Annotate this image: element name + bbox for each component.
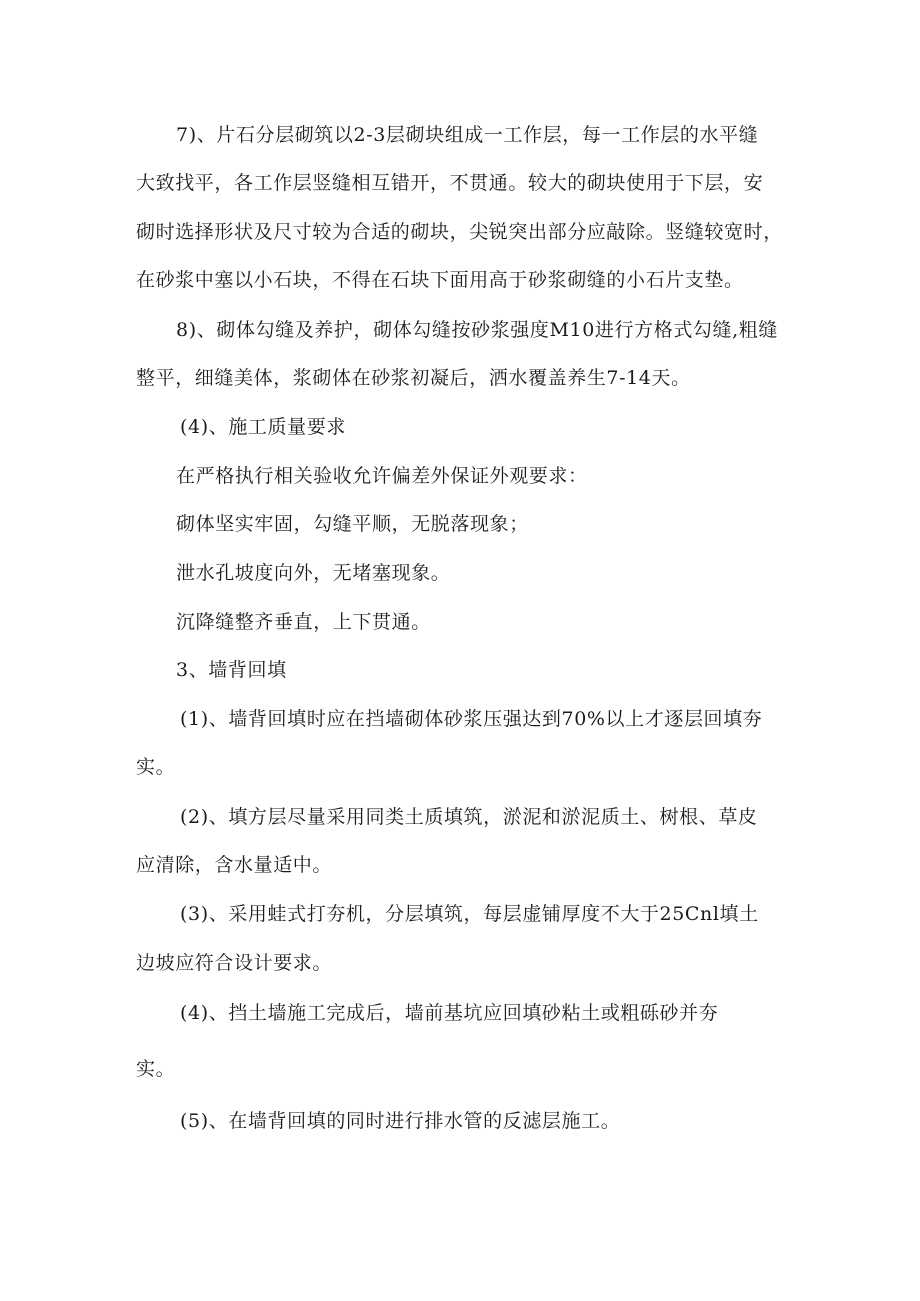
section-heading-quality: (4)、施工质量要求 — [180, 416, 346, 438]
paragraph-8-line-1: 8)、砌体勾缝及养护，砌体勾缝按砂浆强度M10进行方格式勾缝,粗缝 — [176, 319, 778, 341]
paragraph-8-line-2: 整平，细缝美体，浆砌体在砂浆初凝后，洒水覆盖养生7-14天。 — [136, 367, 691, 389]
backfill-item-5: (5)、在墙背回填的同时进行排水管的反滤层施工。 — [180, 1110, 621, 1132]
backfill-item-4-line-2: 实。 — [136, 1058, 176, 1080]
paragraph-7-line-4: 在砂浆中塞以小石块，不得在石块下面用高于砂浆砌缝的小石片支垫。 — [136, 269, 744, 291]
paragraph-7-line-2: 大致找平，各工作层竖缝相互错开，不贯通。较大的砌块使用于下层，安 — [136, 172, 764, 194]
quality-item-masonry: 砌体坚实牢固，勾缝平顺，无脱落现象； — [176, 513, 529, 535]
paragraph-7-line-1: 7)、片石分层砌筑以2-3层砌块组成一工作层，每一工作层的水平缝 — [176, 124, 759, 146]
backfill-item-2-line-2: 应清除，含水量适中。 — [136, 854, 333, 876]
section-heading-backfill: 3、墙背回填 — [176, 659, 287, 681]
backfill-item-1-line-1: (1)、墙背回填时应在挡墙砌体砂浆压强达到70%以上才逐层回填夯 — [180, 708, 763, 730]
backfill-item-2-line-1: (2)、填方层尽量采用同类土质填筑，淤泥和淤泥质土、树根、草皮 — [180, 806, 758, 828]
backfill-item-3-line-2: 边坡应符合设计要求。 — [136, 952, 333, 974]
quality-intro: 在严格执行相关验收允许偏差外保证外观要求： — [176, 465, 588, 487]
quality-item-settlement-joint: 沉降缝整齐垂直，上下贯通。 — [176, 611, 431, 633]
backfill-item-4-line-1: (4)、挡土墙施工完成后，墙前基坑应回填砂粘土或粗砾砂并夯 — [180, 1002, 719, 1024]
backfill-item-1-line-2: 实。 — [136, 756, 176, 778]
backfill-item-3-line-1: (3)、采用蛙式打夯机，分层填筑，每层虚铺厚度不大于25Cnl填土 — [180, 903, 759, 925]
paragraph-7-line-3: 砌时选择形状及尺寸较为合适的砌块，尖锐突出部分应敲除。竖缝较宽时， — [136, 221, 783, 243]
quality-item-drain-hole: 泄水孔坡度向外，无堵塞现象。 — [176, 562, 451, 584]
